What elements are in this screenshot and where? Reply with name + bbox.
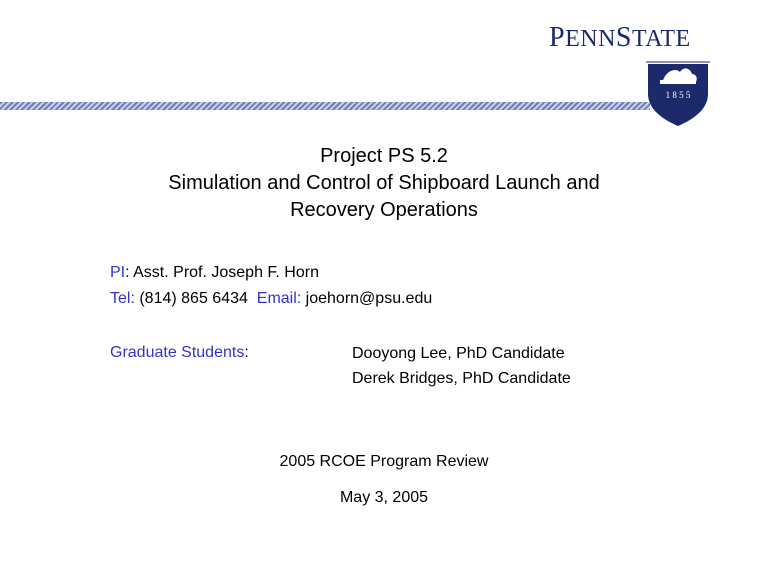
- students-colon: :: [244, 344, 249, 361]
- header-divider: [0, 102, 650, 110]
- pennstate-shield-icon: [646, 56, 710, 128]
- event-name: 2005 RCOE Program Review: [279, 453, 489, 470]
- pi-label: PI: [110, 264, 126, 281]
- wordmark-initial-p: P: [549, 22, 566, 53]
- student-item: Derek Bridges, PhD Candidate: [352, 370, 571, 387]
- email-value: joehorn@psu.edu: [301, 290, 433, 307]
- email-label: Email:: [256, 290, 302, 307]
- crest-year: 1 8 5 5: [665, 90, 691, 100]
- title-line-2: Simulation and Control of Shipboard Launch and: [168, 172, 600, 194]
- slide-title: [0, 143, 768, 224]
- wordmark-enn: ENN: [565, 26, 616, 52]
- students-label: Graduate Students: [110, 344, 245, 361]
- wordmark-initial-s: S: [615, 22, 632, 53]
- title-line-1: Project PS 5.2: [320, 145, 448, 167]
- pennstate-wordmark: [549, 22, 749, 52]
- event-date: May 3, 2005: [339, 489, 429, 506]
- pi-line: [110, 262, 319, 284]
- title-line-3: Recovery Operations: [290, 199, 478, 221]
- tel-label: Tel:: [110, 290, 135, 307]
- contact-line: [110, 288, 432, 310]
- students-label-line: [110, 342, 249, 364]
- student-item: Dooyong Lee, PhD Candidate: [352, 345, 565, 362]
- tel-value: (814) 865 6434: [134, 290, 257, 307]
- pi-value: : Asst. Prof. Joseph F. Horn: [125, 264, 319, 281]
- student-list: [352, 341, 571, 391]
- wordmark-tate: TATE: [631, 26, 691, 52]
